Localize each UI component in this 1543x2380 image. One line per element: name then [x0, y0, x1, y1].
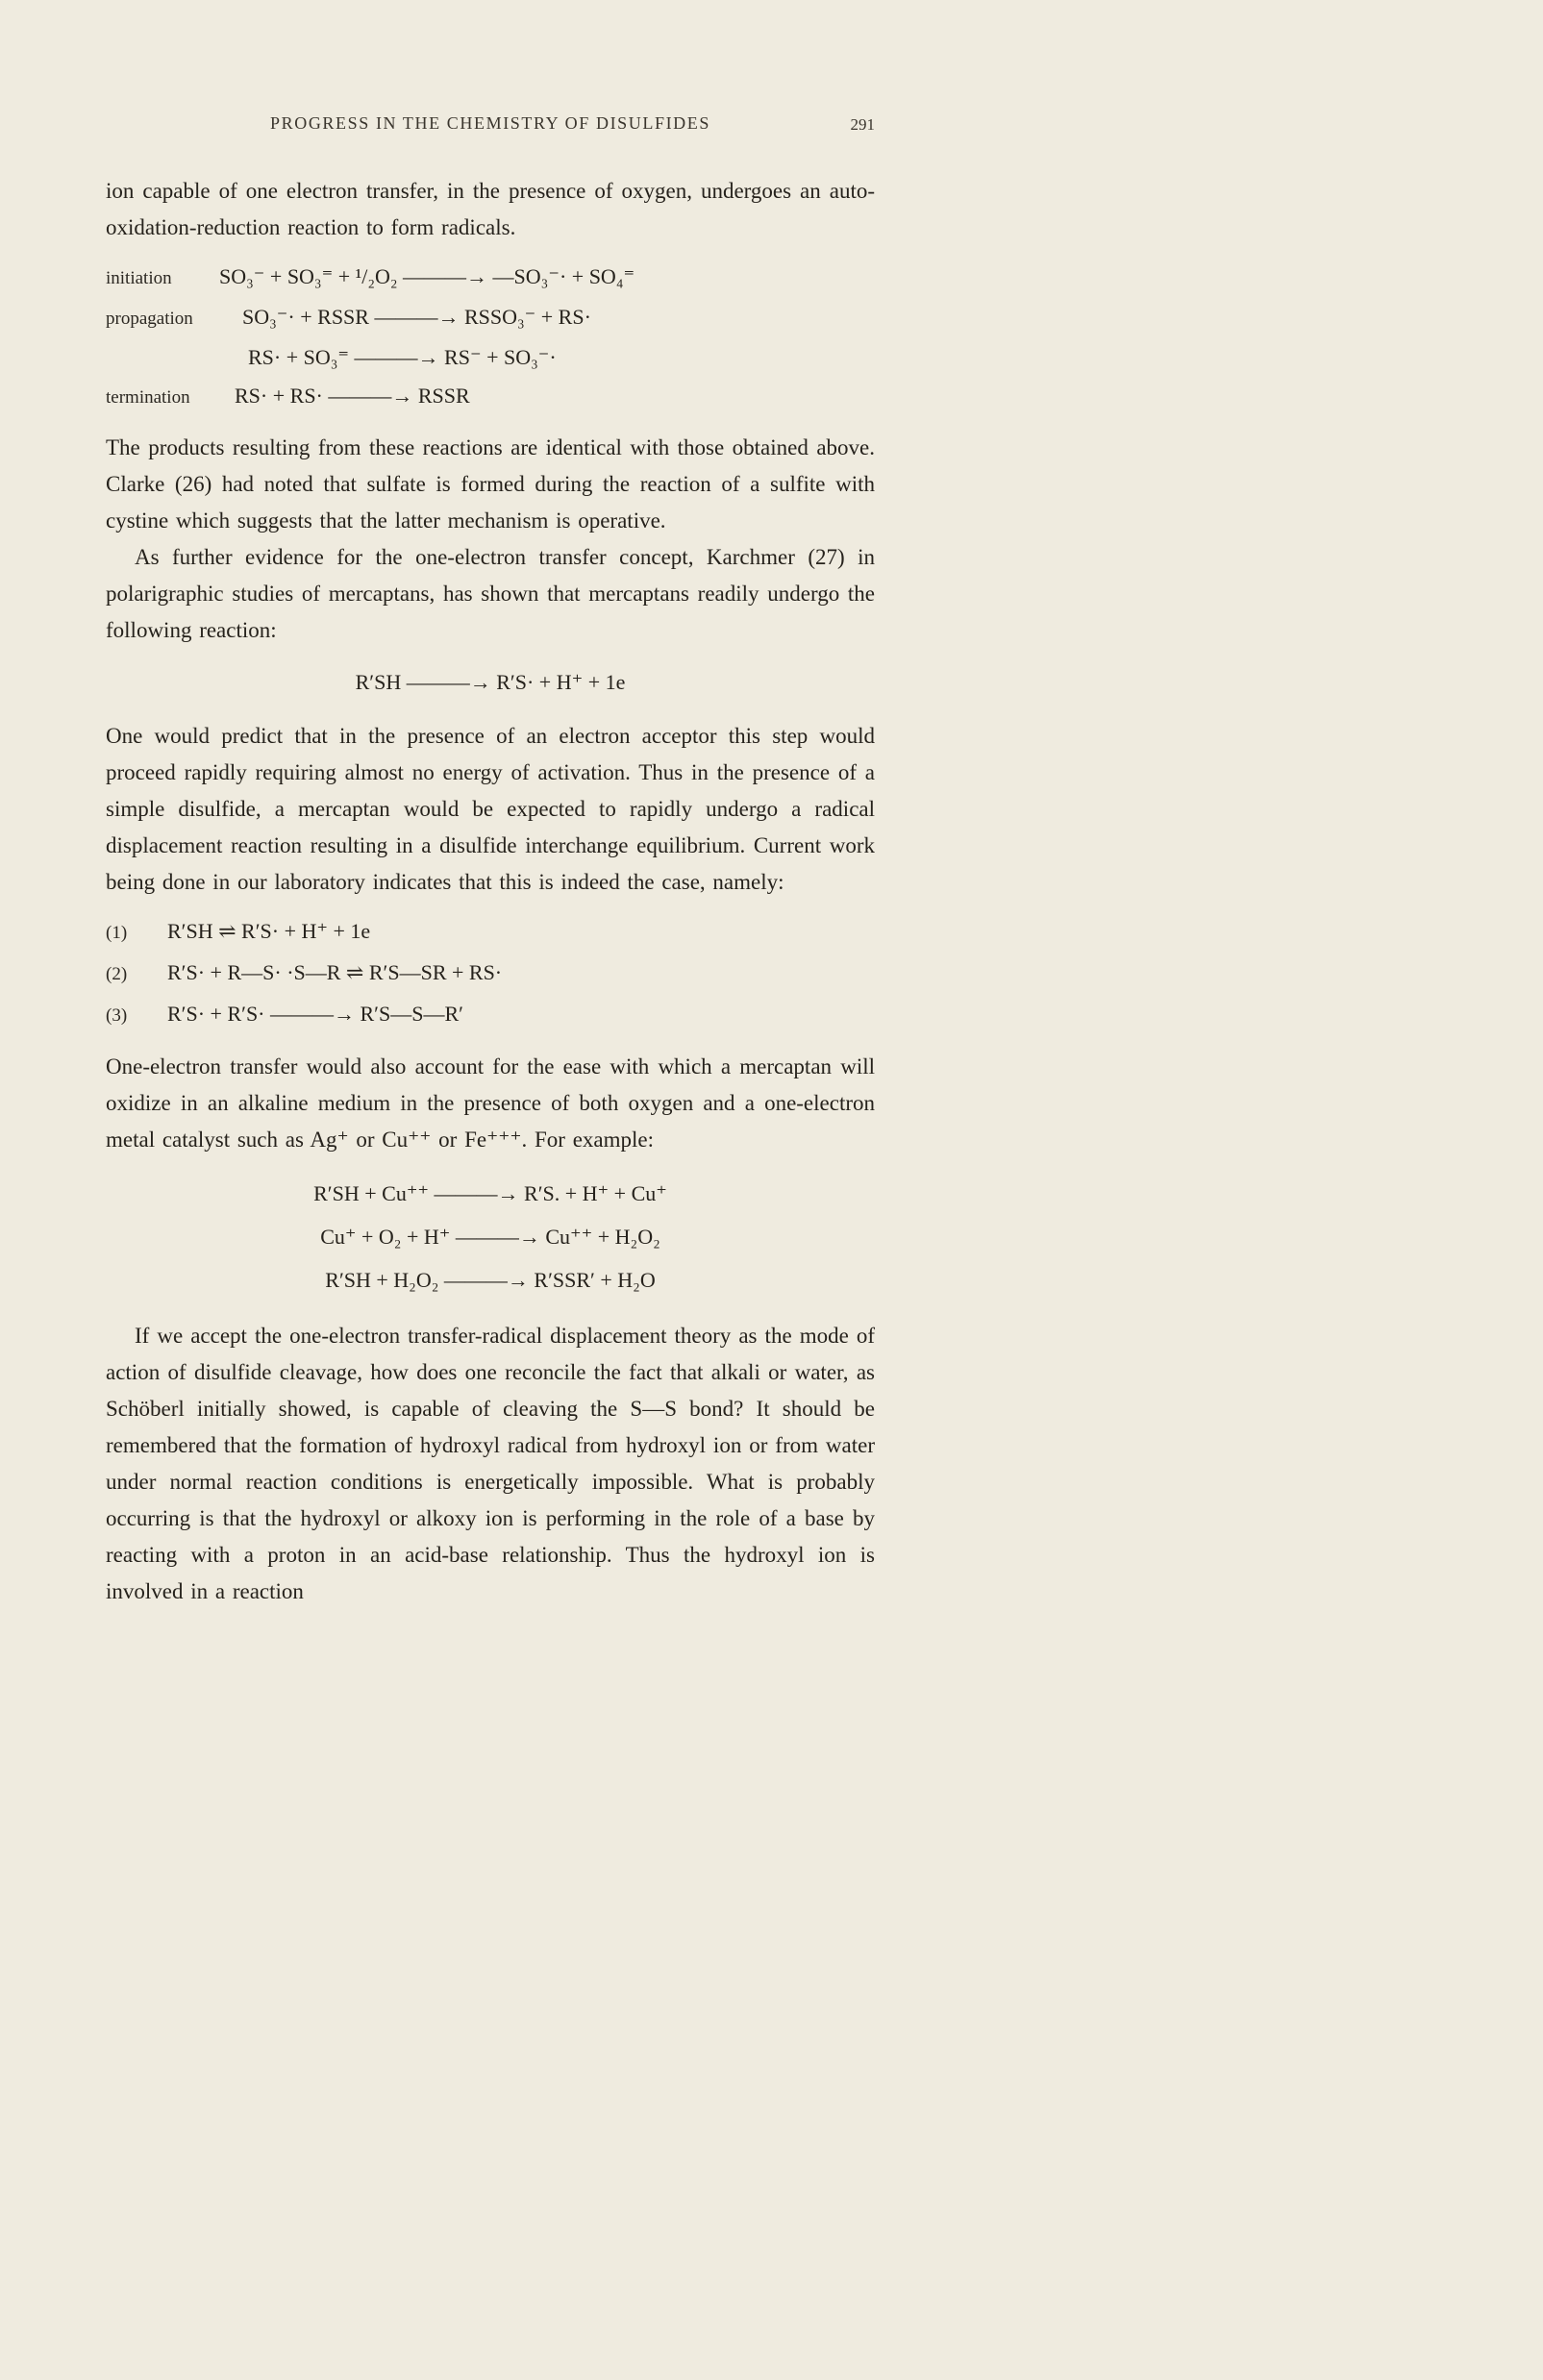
- reaction-row-termination: [106, 383, 875, 410]
- radical-reaction-scheme: [106, 263, 875, 410]
- equation: R′SH ⇌ R′S· + H⁺ + 1e: [167, 919, 371, 943]
- equation-row-1: [106, 918, 875, 947]
- paragraph-intro: ion capable of one electron transfer, in the presence of oxygen, undergoes an auto-oxidation-reduction reaction to form radicals.: [106, 179, 875, 239]
- equation: R′S· + R′S· ———→ R′S—S—R′: [167, 1002, 463, 1026]
- reaction-step-label: termination: [106, 387, 190, 408]
- running-title: PROGRESS IN THE CHEMISTRY OF DISULFIDES: [270, 113, 710, 133]
- reaction-step-label: propagation: [106, 309, 193, 329]
- equation-row-2: [106, 959, 875, 988]
- paragraph-cleavage: If we accept the one-electron transfer-radical displacement theory as the mode of action of disulfide cleavage, how does one reconcile the fact that alkali or water, as Schöberl initially showed, is capable of cleaving the S—S bond? It should be remembered that the formation of hydroxyl radical from hydroxyl ion or from water under normal reaction conditions is energetically impossible. What is probably occurring is that the hydroxyl or alkoxy ion is performing in the role of a base by reacting with a proton in an acid-base relationship. Thus the hydroxyl ion is involved in a reaction: [106, 1324, 875, 1603]
- copper-catalysis-equations: [106, 1179, 875, 1295]
- equation-mercaptan-ionization: R′SH ———→ R′S· + H⁺ + 1e: [355, 670, 626, 694]
- equation-number: (1): [106, 923, 128, 943]
- reaction-row-propagation: [106, 304, 875, 332]
- paragraph-products: The products resulting from these reactions are identical with those obtained above. Clarke (26) had noted that sulfate is formed during the reaction of a sulfite with cystine which suggests that the latter mechanism is operative.: [106, 435, 875, 533]
- equation: R′S· + R—S· ·S—R ⇌ R′S—SR + RS·: [167, 960, 503, 984]
- paragraph-predict: One would predict that in the presence of an electron acceptor this step would proceed rapidly requiring almost no energy of activation. Thus in the presence of a simple disulfide, a mercaptan would be expected to rapidly undergo a radical displacement reaction resulting in a disulfide interchange equilibrium. Current work being done in our laboratory indicates that this is indeed the case, namely:: [106, 724, 875, 894]
- reaction-row-propagation-cont: [106, 344, 875, 370]
- reaction-equation: SO₃⁻· + RSSR ———→ RSSO₃⁻ + RS·: [242, 305, 591, 329]
- reaction-equation: RS· + RS· ———→ RSSR: [235, 384, 470, 408]
- page-number: 291: [850, 115, 875, 134]
- numbered-equation-list: [106, 918, 875, 1029]
- page-content: [106, 113, 875, 1610]
- page-header: [106, 113, 875, 140]
- paragraph-evidence: As further evidence for the one-electron transfer concept, Karchmer (27) in polarigraphic studies of mercaptans, has shown that mercaptans readily undergo the following reaction:: [106, 545, 875, 642]
- reaction-equation: SO₃⁻ + SO₃⁼ + ¹/₂O₂ ———→ —SO₃⁻· + SO₄⁼: [219, 264, 635, 288]
- equation-row-3: [106, 1001, 875, 1029]
- copper-equation-3: R′SH + H₂O₂ ———→ R′SSR′ + H₂O: [325, 1268, 656, 1292]
- copper-equation-1: R′SH + Cu⁺⁺ ———→ R′S. + H⁺ + Cu⁺: [313, 1181, 667, 1205]
- reaction-step-label: initiation: [106, 268, 172, 288]
- reaction-equation: RS· + SO₃⁼ ———→ RS⁻ + SO₃⁻·: [248, 345, 557, 369]
- equation-number: (3): [106, 1005, 128, 1026]
- reaction-row-initiation: [106, 263, 875, 291]
- equation-number: (2): [106, 964, 128, 984]
- copper-equation-2: Cu⁺ + O₂ + H⁺ ———→ Cu⁺⁺ + H₂O₂: [320, 1225, 660, 1249]
- paragraph-oxidation: One-electron transfer would also account for the ease with which a mercaptan will oxidize in an alkaline medium in the presence of both oxygen and a one-electron metal catalyst such as Ag⁺ or Cu⁺⁺ or Fe⁺⁺⁺. For example:: [106, 1054, 875, 1152]
